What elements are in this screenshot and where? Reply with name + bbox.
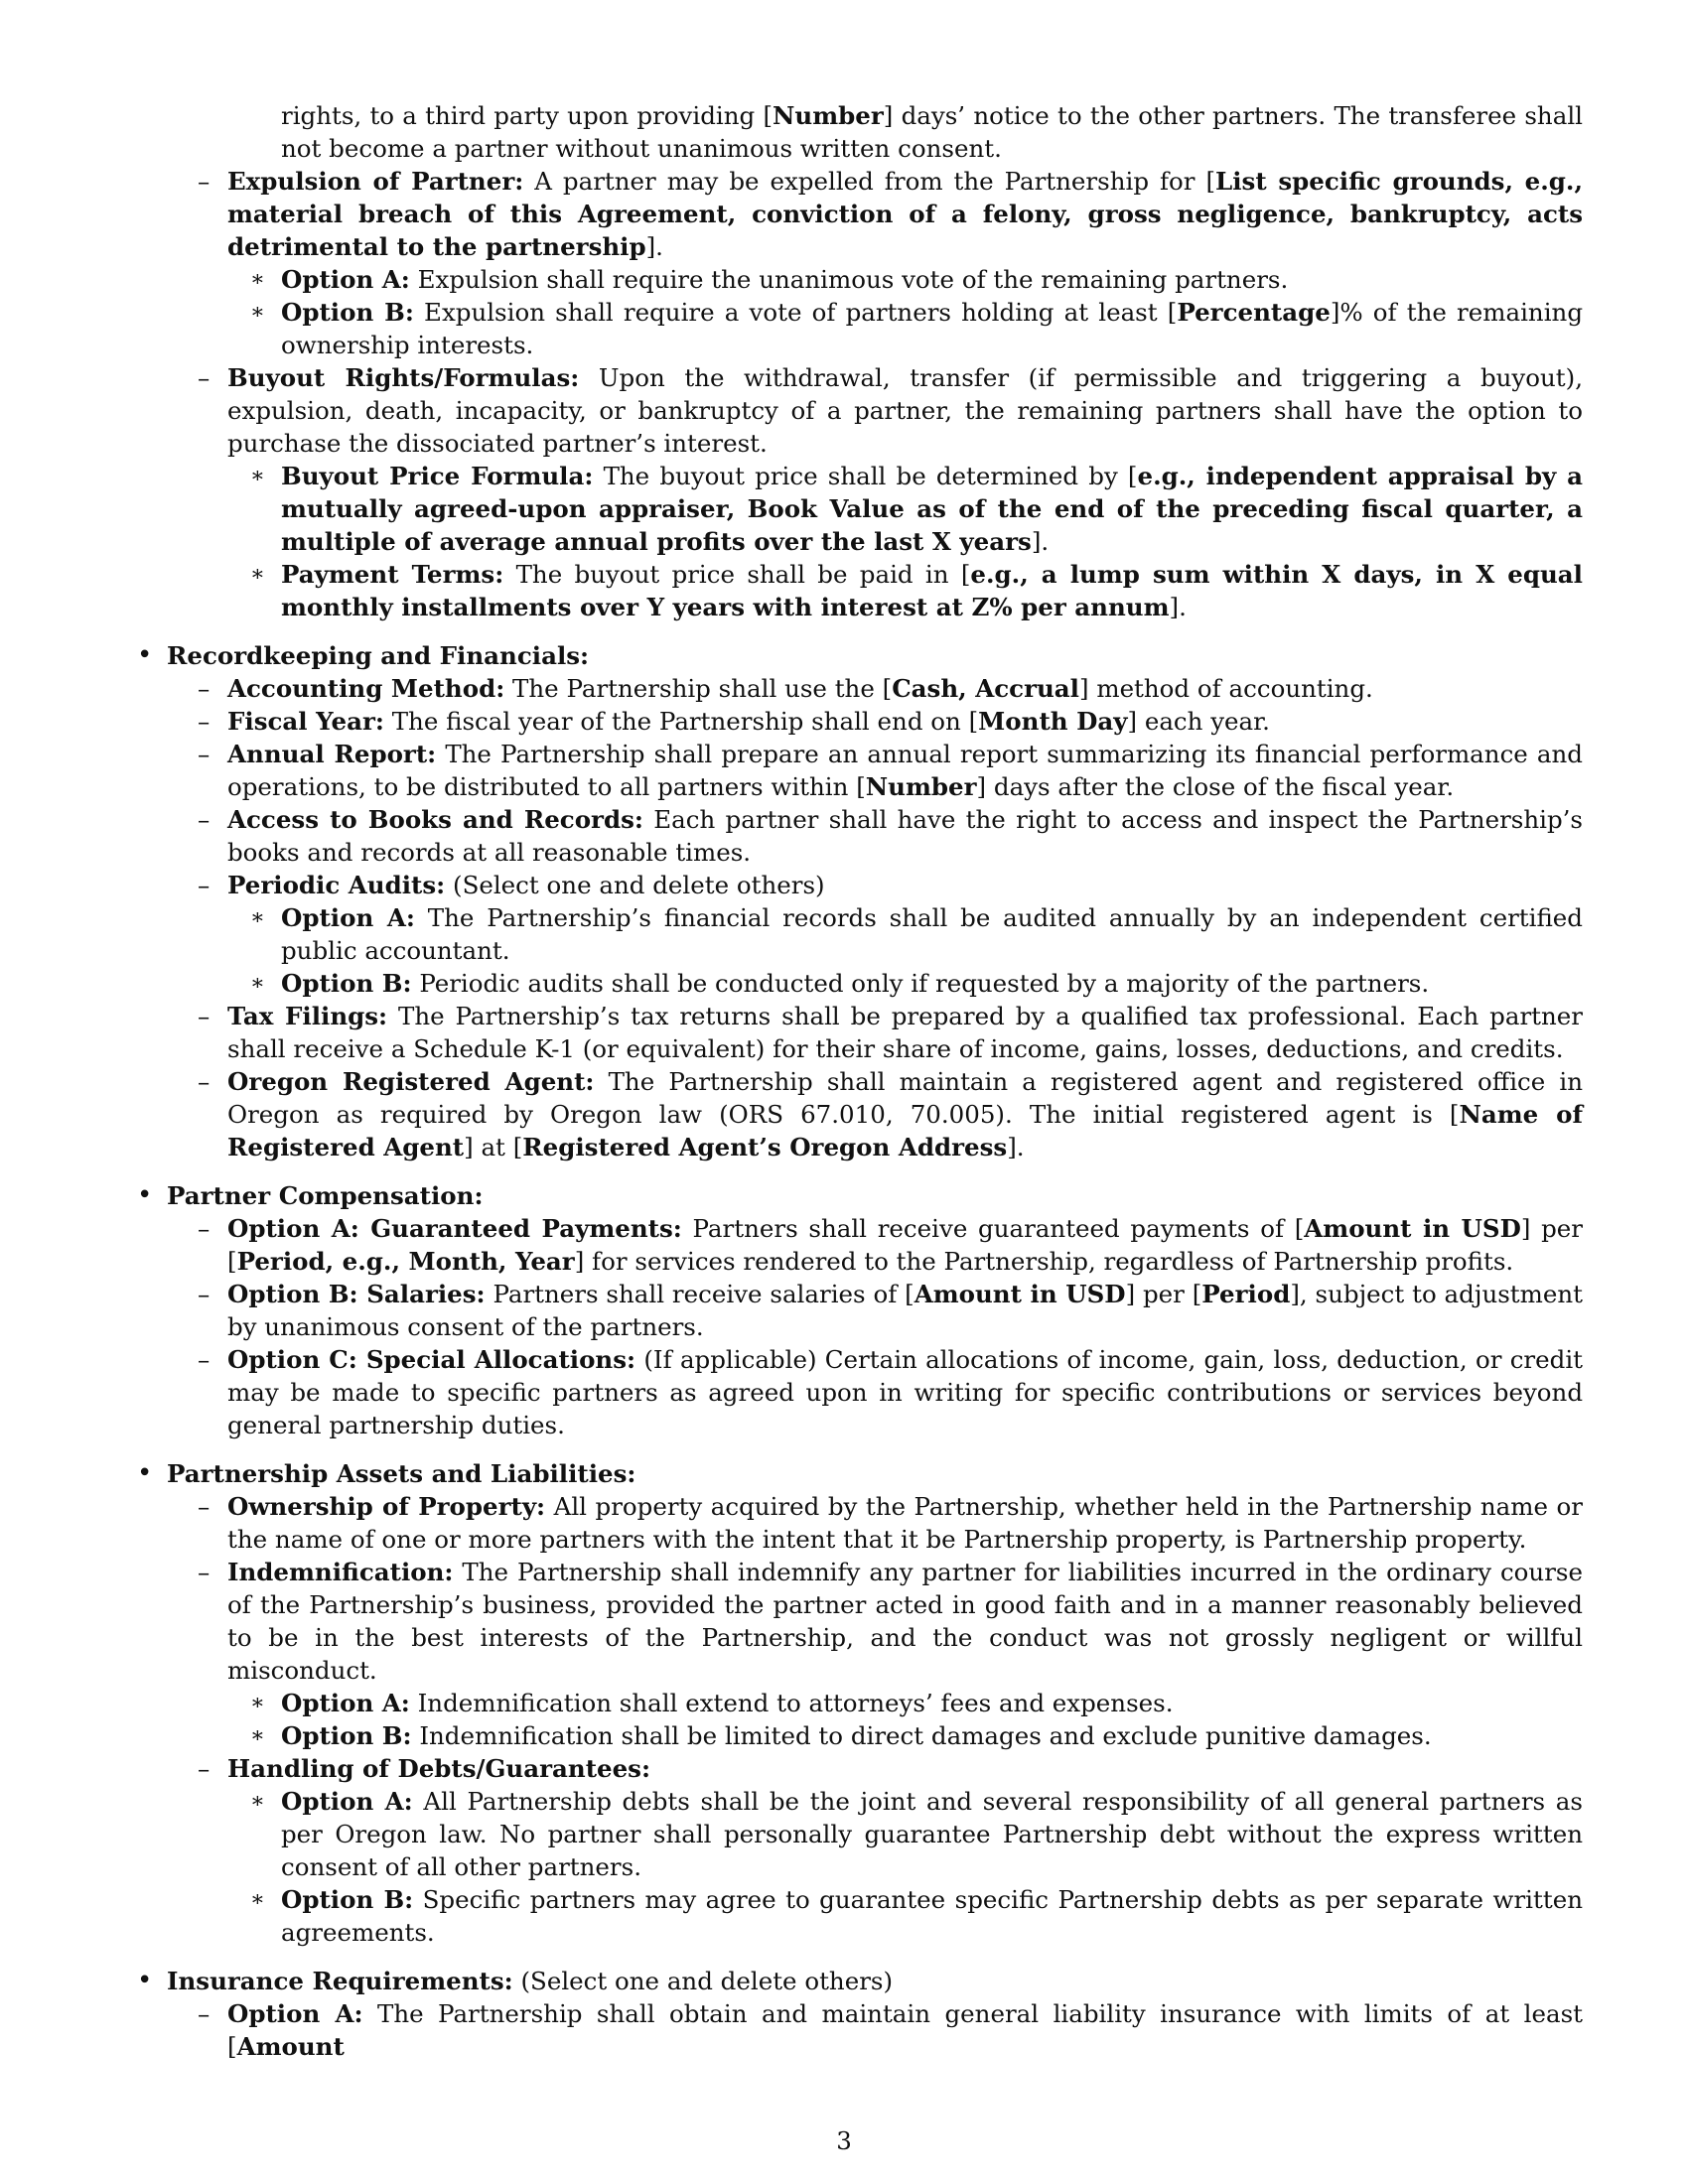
- bold-text: Period, e.g., Month, Year: [236, 1247, 575, 1276]
- bold-text: Oregon Registered Agent:: [227, 1067, 595, 1096]
- bold-text: Option A:: [227, 1999, 363, 2028]
- dash-marker-icon: –: [198, 1999, 211, 2028]
- bold-text: Name of Registered Agent: [227, 1100, 1583, 1161]
- clause-item: [135, 1343, 1583, 1441]
- asterisk-marker-icon: ∗: [250, 267, 265, 292]
- text-run: (Select one and delete others): [512, 1967, 894, 1995]
- bold-text: Option B:: [281, 298, 414, 327]
- bold-text: e.g., a lump sum within X days, in X equal monthly installments over Y years with interest at Z% per annum: [281, 560, 1583, 621]
- clause-item: [135, 738, 1583, 803]
- bold-text: Expulsion of Partner:: [227, 167, 524, 196]
- clause-item: [135, 1000, 1583, 1065]
- clause-item: [135, 803, 1583, 869]
- text-run: (Select one and delete others): [445, 871, 825, 899]
- asterisk-marker-icon: ∗: [250, 300, 265, 325]
- text-run: The Partnership shall obtain and maintain general liability insurance with limits of at least [: [227, 1999, 1583, 2061]
- bullet-icon: •: [137, 640, 153, 670]
- bold-text: Number: [773, 101, 884, 130]
- bold-text: Access to Books and Records:: [227, 805, 643, 834]
- clause-item: [135, 1278, 1583, 1343]
- text-run: ] method of accounting.: [1078, 674, 1373, 703]
- section-item: [135, 1179, 1583, 1212]
- bold-text: Insurance Requirements:: [167, 1967, 513, 1995]
- bold-text: Tax Filings:: [227, 1002, 388, 1030]
- clause-item: [135, 672, 1583, 705]
- text-run: ] each year.: [1127, 707, 1270, 736]
- bold-text: Option C: Special Allocations:: [227, 1345, 636, 1374]
- text-run: ] for services rendered to the Partnership, regardless of Partnership profits.: [574, 1247, 1514, 1276]
- sub-clause-item: [135, 1883, 1583, 1949]
- dash-marker-icon: –: [198, 1214, 211, 1243]
- text-run: The Partnership’s financial records shall be audited annually by an independent certified public accountant.: [281, 903, 1583, 965]
- text-run: ] at [: [464, 1133, 523, 1161]
- clause-item: [135, 1752, 1583, 1785]
- dash-marker-icon: –: [198, 805, 211, 834]
- bold-text: Recordkeeping and Financials:: [167, 641, 590, 670]
- bullet-icon: •: [137, 1458, 153, 1488]
- text-run: The buyout price shall be paid in [: [503, 560, 971, 589]
- asterisk-marker-icon: ∗: [250, 1789, 265, 1814]
- clause-item: [135, 705, 1583, 738]
- dash-marker-icon: –: [198, 1280, 211, 1308]
- text-run: ].: [1007, 1133, 1025, 1161]
- sub-clause-item: [135, 1719, 1583, 1752]
- text-run: ], subject to adjustment by unanimous consent of the partners.: [227, 1280, 1583, 1341]
- bold-text: Period: [1201, 1280, 1291, 1308]
- dash-marker-icon: –: [198, 707, 211, 736]
- bold-text: Number: [865, 772, 977, 801]
- text-run: Periodic audits shall be conducted only if requested by a majority of the partners.: [411, 969, 1430, 998]
- bold-text: Fiscal Year:: [227, 707, 384, 736]
- asterisk-marker-icon: ∗: [250, 905, 265, 930]
- text-run: A partner may be expelled from the Partnership for [: [523, 167, 1216, 196]
- dash-marker-icon: –: [198, 1067, 211, 1096]
- asterisk-marker-icon: ∗: [250, 1723, 265, 1748]
- dash-marker-icon: –: [198, 1492, 211, 1521]
- asterisk-marker-icon: ∗: [250, 971, 265, 996]
- text-run: Indemnification shall extend to attorneys’ fees and expenses.: [409, 1689, 1174, 1717]
- sub-clause-item: [135, 901, 1583, 967]
- sub-clause-item: [135, 558, 1583, 623]
- page-number: 3: [836, 2126, 852, 2155]
- bold-text: Option B:: [281, 1721, 412, 1750]
- bold-text: Month Day: [978, 707, 1128, 736]
- bold-text: Partner Compensation:: [167, 1181, 484, 1210]
- text-run: All property acquired by the Partnership, whether held in the Partnership name or the name of one or more partners with the intent that it be Partnership property, is Partnership property.: [227, 1492, 1584, 1554]
- bold-text: Option B:: [281, 1885, 414, 1914]
- section-gap: [135, 1163, 1583, 1179]
- bold-text: Handling of Debts/Guarantees:: [227, 1754, 651, 1783]
- document-body: [135, 99, 1583, 2063]
- bold-text: Amount in USD: [1304, 1214, 1521, 1243]
- bold-text: Option B:: [281, 969, 412, 998]
- bullet-icon: •: [137, 1966, 153, 1995]
- dash-marker-icon: –: [198, 1345, 211, 1374]
- text-run: ].: [1031, 527, 1050, 556]
- bold-text: Indemnification:: [227, 1558, 454, 1586]
- dash-marker-icon: –: [198, 363, 211, 392]
- text-run: The fiscal year of the Partnership shall end on [: [383, 707, 979, 736]
- dash-marker-icon: –: [198, 1558, 211, 1586]
- text-run: The Partnership’s tax returns shall be prepared by a qualified tax professional. Each partner shall receive a Schedule K-1 (or equivalent) for their share of income, gains, losses, deductions, and credits.: [227, 1002, 1583, 1063]
- section-gap: [135, 1441, 1583, 1457]
- sub-clause-item: [135, 1687, 1583, 1719]
- text-run: Upon the withdrawal, transfer (if permissible and triggering a buyout), expulsion, death, incapacity, or bankruptcy of a partner, the remaining partners shall have the option to purchase the dissociated partner’s interest.: [227, 363, 1583, 458]
- bold-text: Option A: Guaranteed Payments:: [227, 1214, 682, 1243]
- sub-clause-item: [135, 99, 1583, 165]
- text-run: Indemnification shall be limited to direct damages and exclude punitive damages.: [411, 1721, 1432, 1750]
- bold-text: Payment Terms:: [281, 560, 504, 589]
- text-run: The buyout price shall be determined by [: [593, 462, 1138, 490]
- sub-clause-item: [135, 967, 1583, 1000]
- clause-item: [135, 1490, 1583, 1556]
- text-run: Partners shall receive guaranteed payments of [: [681, 1214, 1305, 1243]
- dash-marker-icon: –: [198, 1754, 211, 1783]
- clause-item: [135, 1212, 1583, 1278]
- dash-marker-icon: –: [198, 740, 211, 768]
- text-run: (If applicable) Certain allocations of income, gain, loss, deduction, or credit may be made to specific partners as agreed upon in writing for specific contributions or services beyond general partnership duties.: [227, 1345, 1583, 1439]
- sub-clause-item: [135, 460, 1583, 558]
- asterisk-marker-icon: ∗: [250, 562, 265, 587]
- sub-clause-item: [135, 263, 1583, 296]
- text-run: The Partnership shall use the [: [504, 674, 893, 703]
- section-gap: [135, 1949, 1583, 1965]
- bold-text: Ownership of Property:: [227, 1492, 546, 1521]
- text-run: ].: [1169, 593, 1187, 621]
- dash-marker-icon: –: [198, 674, 211, 703]
- bold-text: Amount in USD: [914, 1280, 1126, 1308]
- section-gap: [135, 623, 1583, 639]
- bold-text: Periodic Audits:: [227, 871, 446, 899]
- asterisk-marker-icon: ∗: [250, 1691, 265, 1715]
- text-run: Specific partners may agree to guarantee specific Partnership debts as per separate written agreements.: [281, 1885, 1583, 1947]
- text-run: ] days’ notice to the other partners. The transferee shall not become a partner without unanimous written consent.: [281, 101, 1583, 163]
- text-run: ] per [: [1125, 1280, 1202, 1308]
- section-item: [135, 1457, 1583, 1490]
- bold-text: List specific grounds, e.g., material breach of this Agreement, conviction of a felony, gross negligence, bankruptcy, acts detrimental to the partnership: [227, 167, 1583, 261]
- text-run: ] per [: [227, 1214, 1583, 1276]
- text-run: ].: [645, 232, 663, 261]
- dash-marker-icon: –: [198, 1002, 211, 1030]
- section-item: [135, 639, 1583, 672]
- bold-text: Option A:: [281, 265, 410, 294]
- bold-text: Option A:: [281, 903, 415, 932]
- bullet-icon: •: [137, 1180, 153, 1210]
- bold-text: Option A:: [281, 1689, 410, 1717]
- bold-text: Registered Agent’s Oregon Address: [522, 1133, 1008, 1161]
- text-run: rights, to a third party upon providing [: [281, 101, 774, 130]
- bold-text: Option A:: [281, 1787, 413, 1816]
- section-item: [135, 1965, 1583, 1997]
- text-run: ]% of the remaining ownership interests.: [281, 298, 1583, 359]
- clause-item: [135, 165, 1583, 263]
- text-run: ] days after the close of the fiscal year.: [976, 772, 1455, 801]
- clause-item: [135, 1556, 1583, 1687]
- bold-text: Accounting Method:: [227, 674, 505, 703]
- text-run: Expulsion shall require a vote of partners holding at least [: [413, 298, 1178, 327]
- text-run: Expulsion shall require the unanimous vote of the remaining partners.: [409, 265, 1289, 294]
- asterisk-marker-icon: ∗: [250, 464, 265, 488]
- bold-text: Amount: [236, 2032, 345, 2061]
- bold-text: e.g., independent appraisal by a mutually agreed-upon appraiser, Book Value as of the end of the preceding fiscal quarter, a multiple of average annual profits over the last X years: [281, 462, 1583, 556]
- clause-item: [135, 1997, 1583, 2063]
- text-run: The Partnership shall maintain a registered agent and registered office in Oregon as required by Oregon law (ORS 67.010, 70.005). The initial registered agent is [: [227, 1067, 1583, 1129]
- bold-text: Buyout Price Formula:: [281, 462, 594, 490]
- text-run: Partners shall receive salaries of [: [485, 1280, 914, 1308]
- sub-clause-item: [135, 1785, 1583, 1883]
- clause-item: [135, 1065, 1583, 1163]
- text-run: The Partnership shall prepare an annual report summarizing its financial performance and operations, to be distributed to all partners within [: [227, 740, 1583, 801]
- text-run: Each partner shall have the right to access and inspect the Partnership’s books and records at all reasonable times.: [227, 805, 1584, 867]
- bold-text: Cash, Accrual: [892, 674, 1079, 703]
- clause-item: [135, 361, 1583, 460]
- asterisk-marker-icon: ∗: [250, 1887, 265, 1912]
- dash-marker-icon: –: [198, 871, 211, 899]
- text-run: The Partnership shall indemnify any partner for liabilities incurred in the ordinary course of the Partnership’s business, provided the partner acted in good faith and in a manner reasonably believed to be in the best interests of the Partnership, and the conduct was not grossly negligent or willful misconduct.: [227, 1558, 1583, 1685]
- clause-item: [135, 869, 1583, 901]
- bold-text: Partnership Assets and Liabilities:: [167, 1459, 636, 1488]
- bold-text: Annual Report:: [227, 740, 437, 768]
- dash-marker-icon: –: [198, 167, 211, 196]
- bold-text: Buyout Rights/Formulas:: [227, 363, 580, 392]
- bold-text: Percentage: [1177, 298, 1331, 327]
- text-run: All Partnership debts shall be the joint and several responsibility of all general partners as per Oregon law. No partner shall personally guarantee Partnership debt without the express written consent of all other partners.: [281, 1787, 1583, 1881]
- sub-clause-item: [135, 296, 1583, 361]
- bold-text: Option B: Salaries:: [227, 1280, 486, 1308]
